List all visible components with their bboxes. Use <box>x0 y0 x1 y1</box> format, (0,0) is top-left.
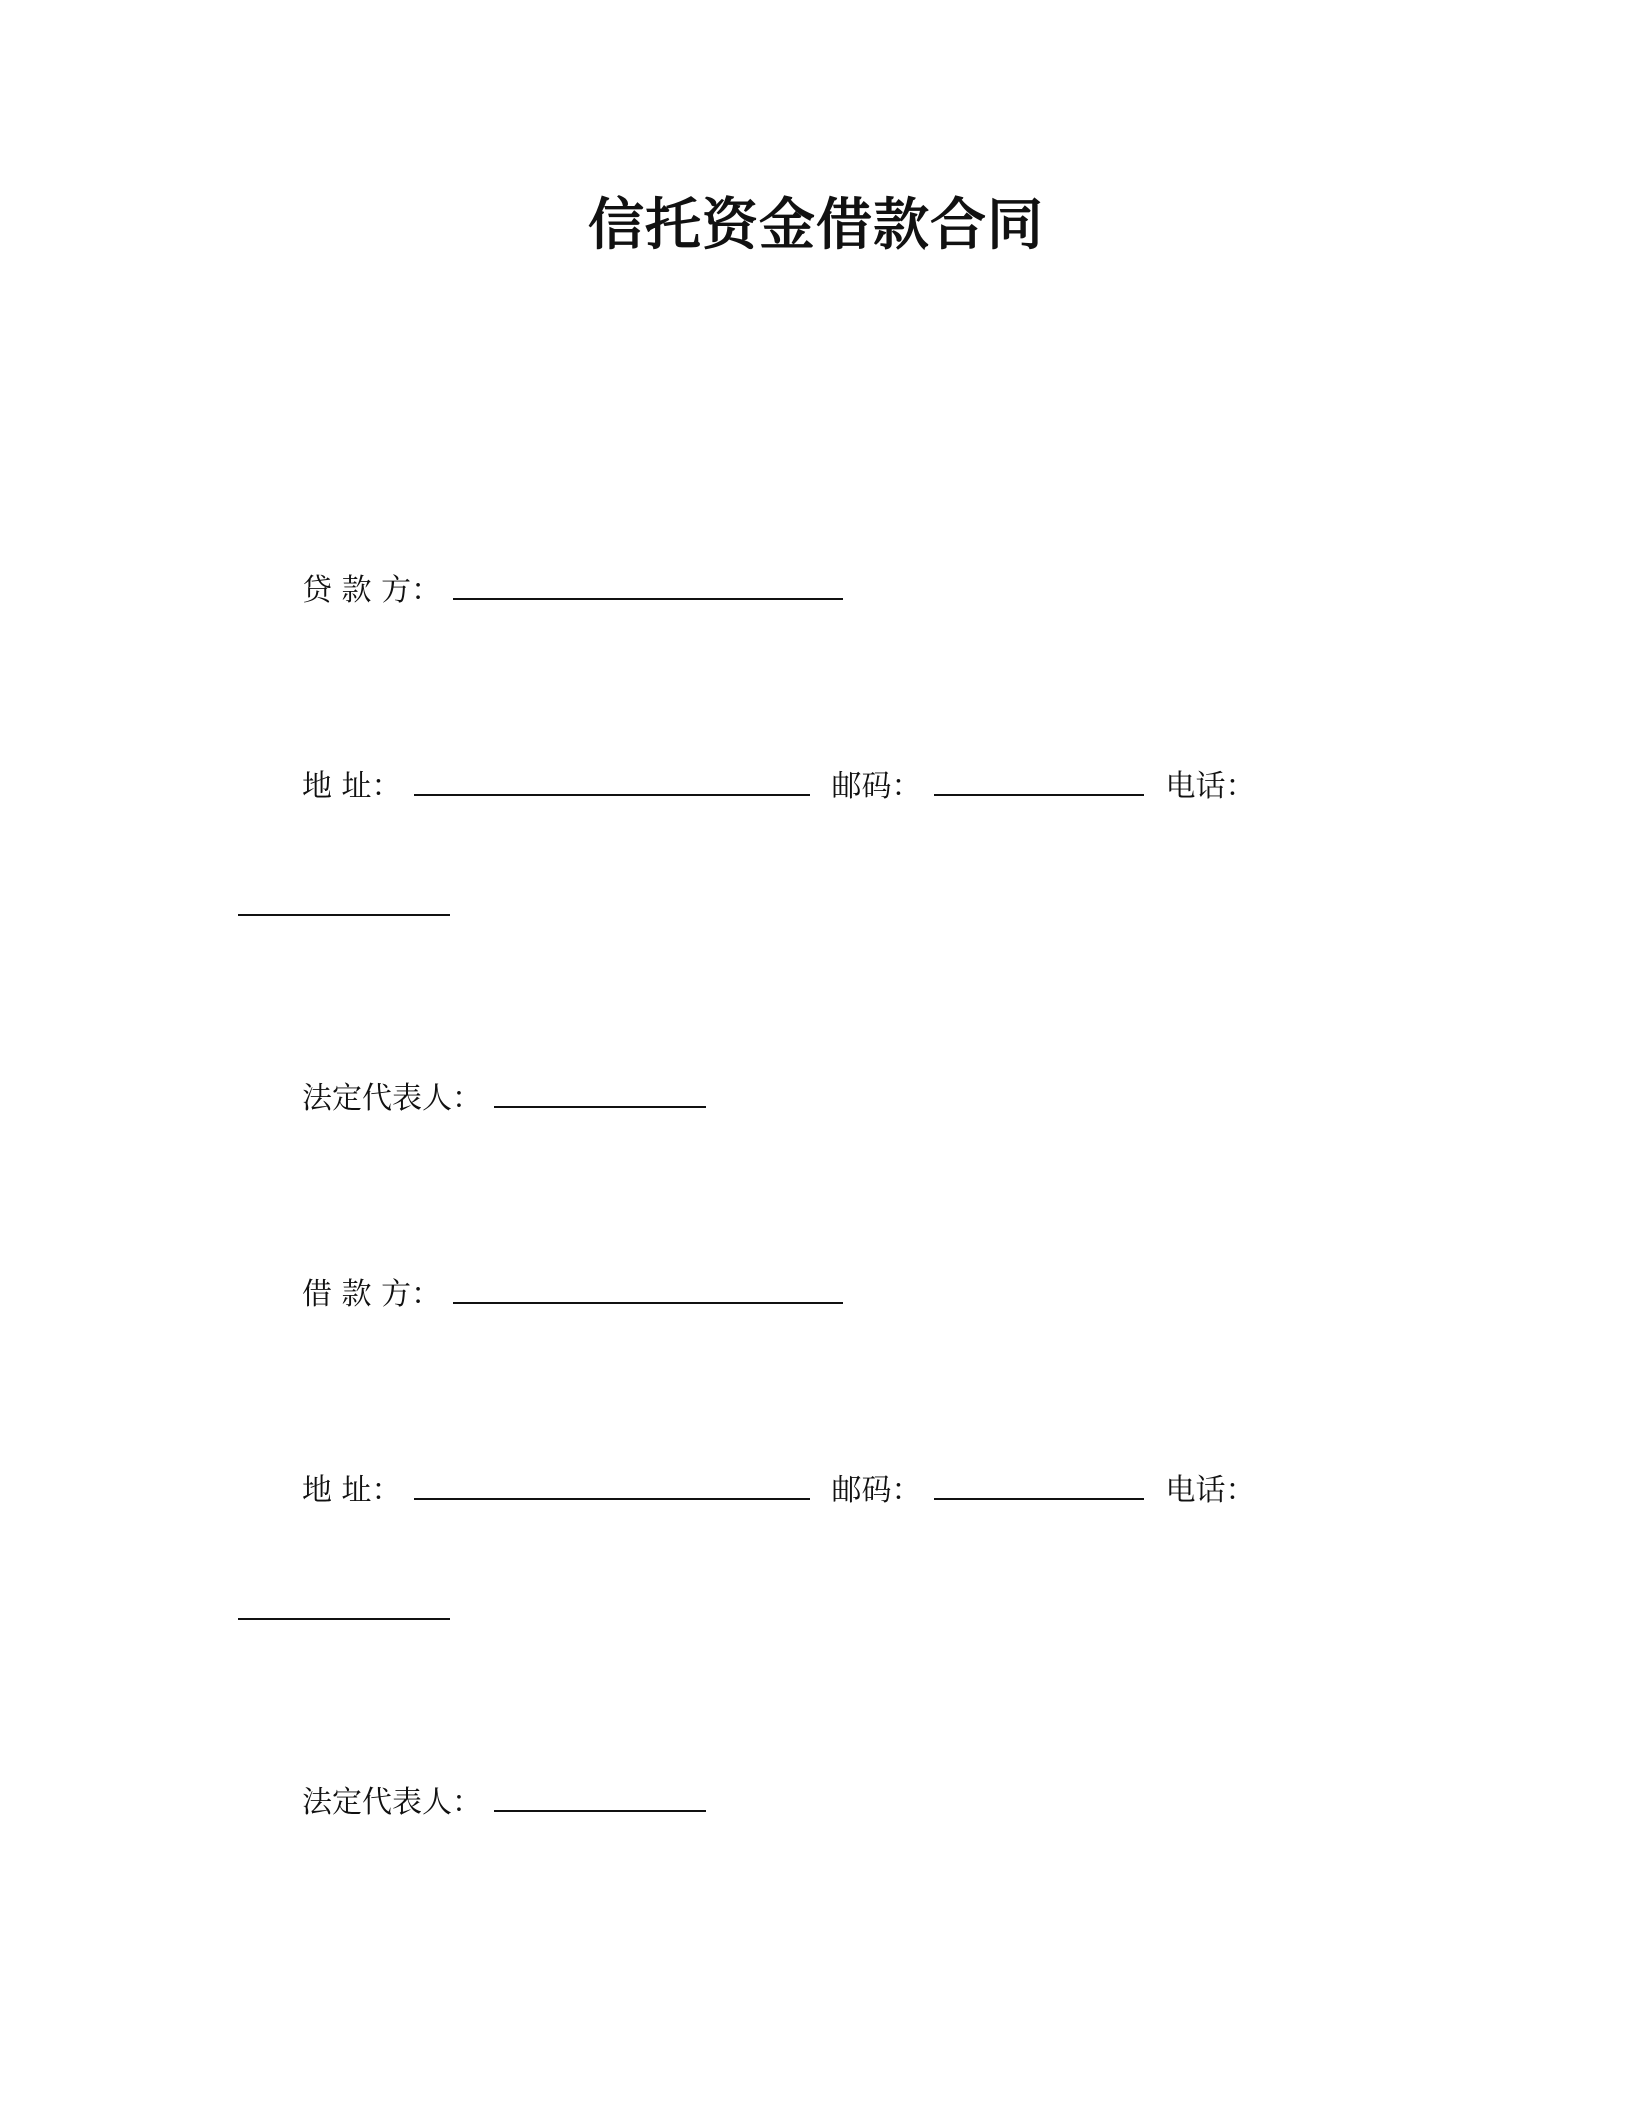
lender-party-label: 贷 款 方： <box>302 573 442 608</box>
lender-rep-label: 法定代表人： <box>302 1081 482 1116</box>
lender-party-line <box>302 568 843 613</box>
borrower-postcode-blank <box>934 1468 1144 1500</box>
borrower-address-blank <box>414 1468 810 1500</box>
lender-rep-blank <box>494 1076 706 1108</box>
document-title: 信托资金借款合同 <box>588 193 1044 258</box>
lender-address-line <box>302 764 1256 809</box>
borrower-address-label: 地 址： <box>302 1473 402 1508</box>
lender-phone-blank <box>238 884 450 916</box>
borrower-party-line <box>302 1272 843 1317</box>
borrower-address-line <box>302 1468 1256 1513</box>
borrower-phone-continuation <box>238 1588 450 1633</box>
lender-party-blank <box>453 568 843 600</box>
lender-address-label: 地 址： <box>302 769 402 804</box>
borrower-rep-blank <box>494 1780 706 1812</box>
lender-phone-label: 电话： <box>1165 769 1256 804</box>
borrower-phone-blank <box>238 1588 450 1620</box>
borrower-phone-label: 电话： <box>1165 1473 1256 1508</box>
borrower-party-label: 借 款 方： <box>302 1277 442 1312</box>
lender-postcode-label: 邮码： <box>831 769 922 804</box>
borrower-rep-line <box>302 1780 706 1825</box>
borrower-postcode-label: 邮码： <box>831 1473 922 1508</box>
borrower-rep-label: 法定代表人： <box>302 1785 482 1820</box>
lender-postcode-blank <box>934 764 1144 796</box>
lender-address-blank <box>414 764 810 796</box>
lender-rep-line <box>302 1076 706 1121</box>
borrower-party-blank <box>453 1272 843 1304</box>
lender-phone-continuation <box>238 884 450 929</box>
